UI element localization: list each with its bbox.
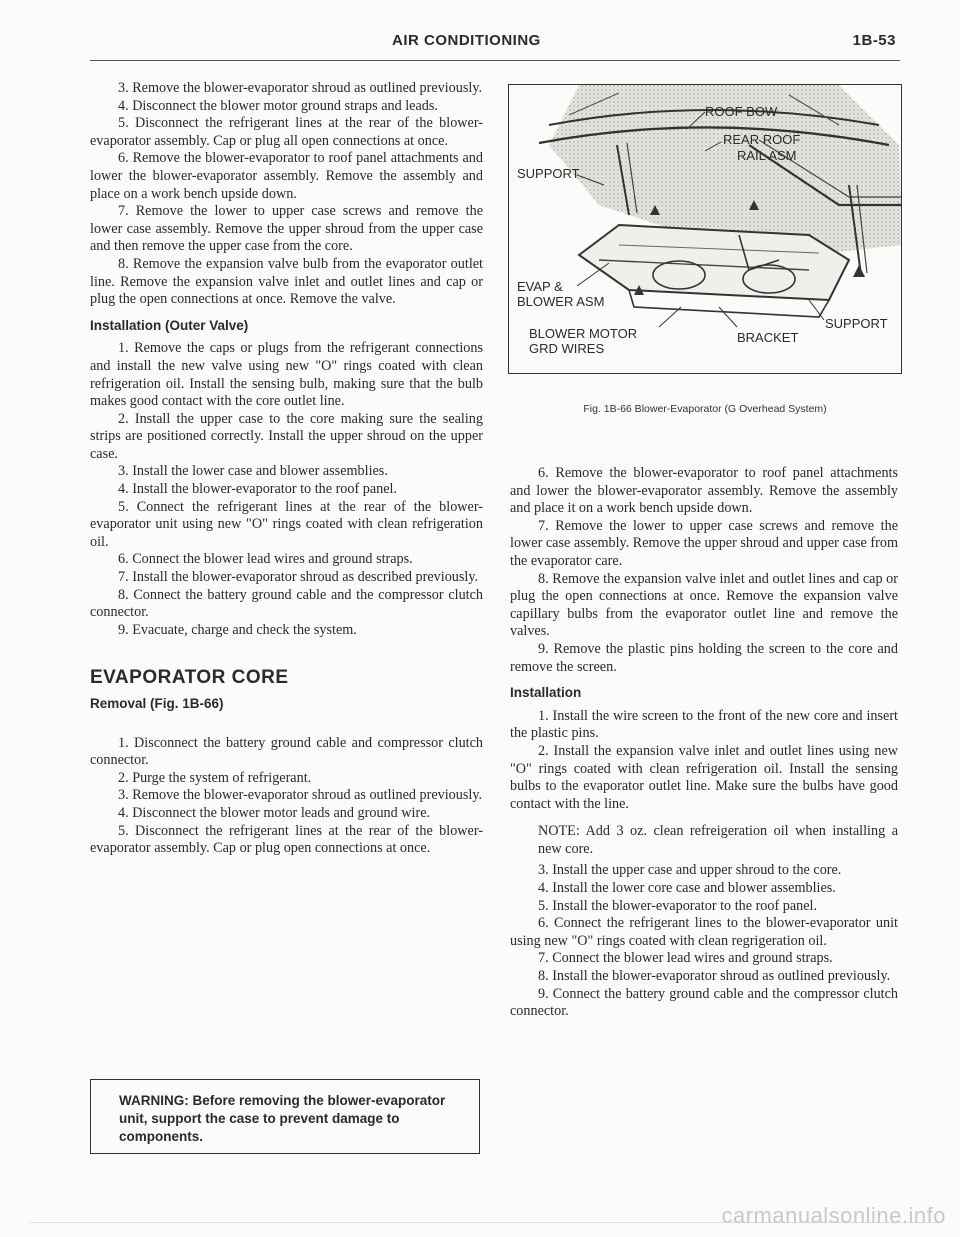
note: NOTE: Add 3 oz. clean refreigeration oil when installing a new core. bbox=[538, 823, 898, 857]
step: 7. Connect the blower lead wires and ground straps. bbox=[538, 950, 833, 967]
step: 6. Remove the blower-evaporator to roof panel attachments and lower the blower-evaporator assembly. Remove the assembly and place on a work bench upside down. bbox=[90, 150, 483, 202]
right-column bbox=[510, 465, 898, 1021]
step: 5. Disconnect the refrigerant lines at the rear of the blower-evaporator assembly. Cap or plug all open connections at once. bbox=[90, 115, 483, 149]
page-header bbox=[90, 32, 900, 54]
step: 3. Remove the blower-evaporator shroud as outlined previously. bbox=[118, 787, 483, 804]
step: 5. Connect the refrigerant lines at the rear of the blower-evaporator unit using new "O" rings coated with clean refrigeration oil. bbox=[90, 498, 483, 550]
evaporator-core-heading: EVAPORATOR CORE bbox=[90, 667, 289, 689]
label-roof-bow: ROOF BOW bbox=[705, 104, 778, 119]
installation-heading: Installation bbox=[510, 685, 582, 701]
step: 6. Remove the blower-evaporator to roof panel attachments and lower the blower-evaporator assembly. Remove the assembly and place it on a work bench upside down. bbox=[510, 465, 898, 517]
label-support-left: SUPPORT bbox=[517, 166, 580, 181]
step: 2. Install the expansion valve inlet and outlet lines using new "O" rings coated with clean refrigeration oil. Install the sensing bulbs to the evaporator outlet line. Make sure the bulbs have good contact with the line. bbox=[510, 742, 898, 812]
step: 1. Disconnect the battery ground cable and compressor clutch connector. bbox=[90, 734, 483, 769]
step: 5. Disconnect the refrigerant lines at the rear of the blower-evaporator assembly. Cap or plug open connections at once. bbox=[90, 822, 483, 857]
step: 9. Connect the battery ground cable and the compressor clutch connector. bbox=[510, 985, 898, 1020]
step: 8. Install the blower-evaporator shroud as outlined previously. bbox=[538, 968, 891, 985]
left-column bbox=[90, 80, 483, 858]
step: 8. Remove the expansion valve bulb from the evaporator outlet line. Remove the expansion valve inlet and outlet lines and cap or plug the open connections at once. Remove the valve. bbox=[90, 255, 483, 308]
step: 8. Remove the expansion valve inlet and outlet lines and cap or plug the open connections at once. Remove the expansion valve capillary bulbs from the evaporator outlet line and remove the valves. bbox=[510, 570, 898, 640]
label-grd-wires: GRD WIRES bbox=[529, 341, 605, 356]
step: 7. Remove the lower to upper case screws and remove the lower case assembly. Remove the upper shroud and upper case from the evaporator care. bbox=[510, 517, 898, 569]
figure-blower-evaporator bbox=[508, 84, 902, 374]
step: 9. Evacuate, charge and check the system. bbox=[118, 621, 357, 638]
step: 3. Install the upper case and upper shroud to the core. bbox=[538, 862, 842, 879]
step: 1. Remove the caps or plugs from the refrigerant connections and install the new valve using new "O" rings coated with clean refrigeration oil. Install the sensing bulb, making sure that the bulb makes good contact with the core outlet line. bbox=[90, 340, 483, 410]
step: 9. Remove the plastic pins holding the screen to the core and remove the screen. bbox=[510, 640, 898, 675]
step: 6. Connect the blower lead wires and ground straps. bbox=[118, 551, 413, 568]
page-number: 1B-53 bbox=[852, 32, 896, 49]
step: 4. Install the lower core case and blower assemblies. bbox=[538, 880, 836, 897]
step: 4. Disconnect the blower motor ground straps and leads. bbox=[118, 97, 438, 114]
step: 5. Install the blower-evaporator to the roof panel. bbox=[538, 897, 818, 914]
label-rail-asm: RAIL ASM bbox=[737, 148, 797, 163]
label-rear-roof: REAR ROOF bbox=[723, 132, 801, 147]
header-rule bbox=[90, 60, 900, 61]
step: 2. Install the upper case to the core making sure the sealing strips are positioned correctly. Install the upper shroud on the upper case. bbox=[90, 410, 483, 462]
step: 7. Remove the lower to upper case screws and remove the lower case assembly. Remove the upper shroud from the upper case and then remove the upper case from the core. bbox=[90, 203, 483, 255]
label-evap: EVAP & bbox=[517, 279, 563, 294]
figure-caption: Fig. 1B-66 Blower-Evaporator (G Overhead System) bbox=[583, 403, 827, 415]
warning-box: WARNING: Before removing the blower-evaporator unit, support the case to prevent damage to components. bbox=[90, 1079, 480, 1154]
label-blower-asm: BLOWER ASM bbox=[517, 294, 605, 309]
label-blower-motor: BLOWER MOTOR bbox=[529, 326, 638, 341]
step: 2. Purge the system of refrigerant. bbox=[118, 769, 312, 786]
step: 3. Remove the blower-evaporator shroud as outlined previously. bbox=[118, 80, 483, 96]
watermark: carmanualsonline.info bbox=[721, 1203, 946, 1228]
step: 3. Install the lower case and blower assemblies. bbox=[118, 463, 388, 480]
step: 4. Disconnect the blower motor leads and ground wire. bbox=[118, 804, 431, 821]
evap-blower-asm bbox=[579, 225, 849, 300]
section-title: AIR CONDITIONING bbox=[392, 32, 541, 49]
label-bracket: BRACKET bbox=[737, 330, 799, 345]
step: 6. Connect the refrigerant lines to the blower-evaporator unit using new "O" rings coated with clean regrigeration oil. bbox=[510, 915, 898, 949]
removal-heading: Removal (Fig. 1B-66) bbox=[90, 696, 224, 711]
step: 8. Connect the battery ground cable and the compressor clutch connector. bbox=[90, 586, 483, 621]
step: 7. Install the blower-evaporator shroud as described previously. bbox=[118, 569, 479, 586]
step: 1. Install the wire screen to the front of the new core and insert the plastic pins. bbox=[510, 707, 898, 742]
installation-outer-valve-heading: Installation (Outer Valve) bbox=[90, 317, 249, 333]
label-support-right: SUPPORT bbox=[825, 316, 888, 331]
step: 4. Install the blower-evaporator to the roof panel. bbox=[118, 481, 398, 498]
